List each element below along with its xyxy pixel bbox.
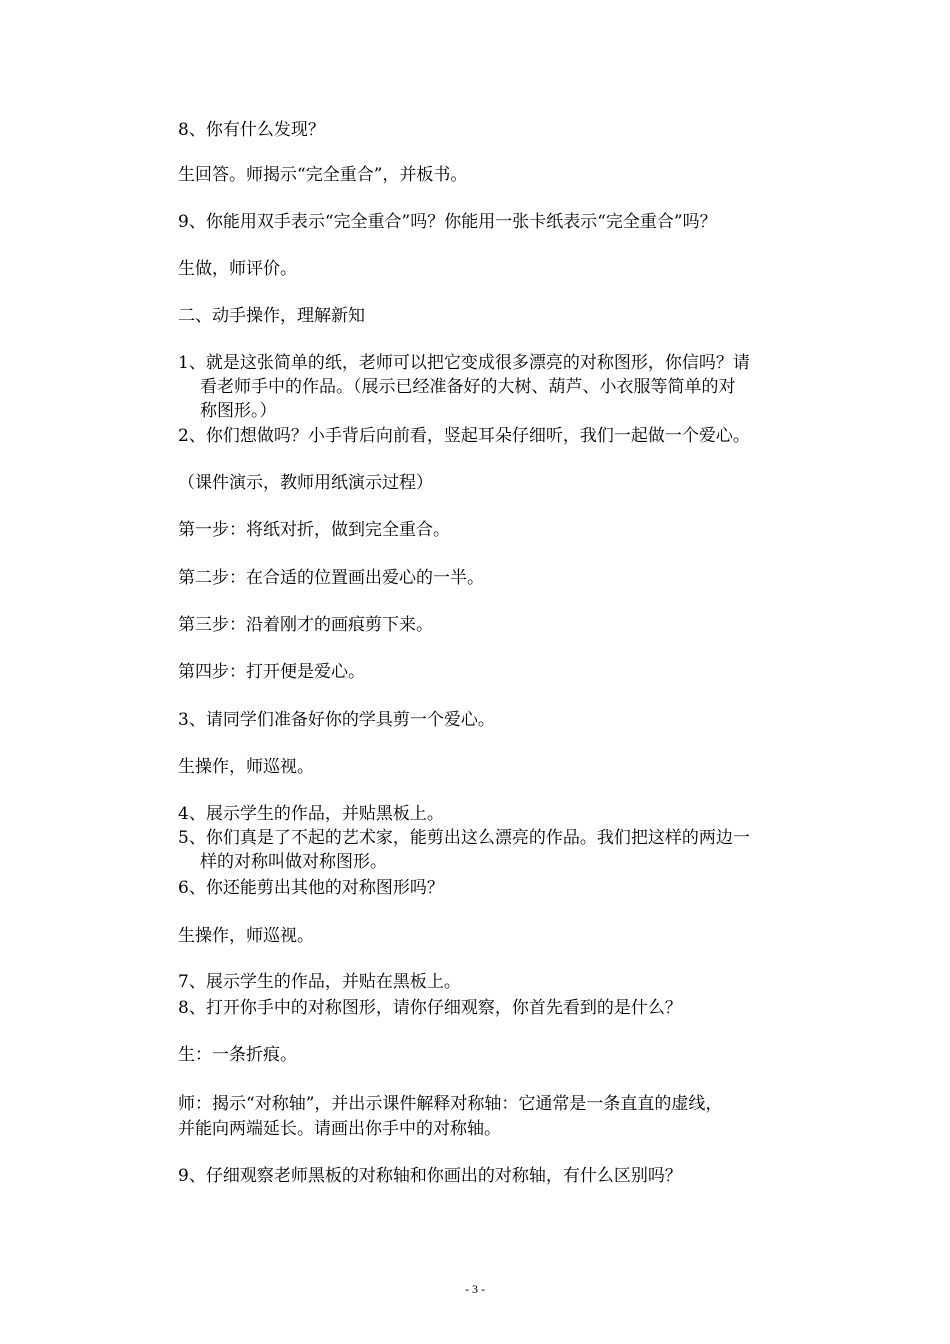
- paragraph: 7、展示学生的作品，并贴在黑板上。: [178, 972, 461, 992]
- step-4: 第四步：打开便是爱心。: [178, 662, 365, 682]
- paragraph: 3、请同学们准备好你的学具剪一个爱心。: [178, 710, 495, 730]
- paragraph: 生操作，师巡视。: [178, 757, 314, 777]
- paragraph: 1、就是这张简单的纸，老师可以把它变成很多漂亮的对称图形，你信吗？请: [178, 353, 750, 373]
- paragraph: 5、你们真是了不起的艺术家，能剪出这么漂亮的作品。我们把这样的两边一: [178, 828, 750, 848]
- step-3: 第三步：沿着刚才的画痕剪下来。: [178, 615, 433, 635]
- step-2: 第二步：在合适的位置画出爱心的一半。: [178, 568, 484, 588]
- paragraph: 8、打开你手中的对称图形，请你仔细观察，你首先看到的是什么？: [178, 998, 682, 1018]
- paragraph: 生：一条折痕。: [178, 1045, 297, 1065]
- paragraph: 生操作，师巡视。: [178, 926, 314, 946]
- paragraph: （课件演示，教师用纸演示过程）: [178, 473, 433, 493]
- paragraph-continuation: 看老师手中的作品。（展示已经准备好的大树、葫芦、小衣服等简单的对: [200, 377, 736, 397]
- paragraph: 4、展示学生的作品，并贴黑板上。: [178, 804, 444, 824]
- paragraph: 并能向两端延长。请画出你手中的对称轴。: [178, 1119, 501, 1139]
- step-1: 第一步：将纸对折，做到完全重合。: [178, 520, 450, 540]
- paragraph: 6、你还能剪出其他的对称图形吗？: [178, 878, 444, 898]
- paragraph-continuation: 样的对称叫做对称图形。: [200, 852, 387, 872]
- paragraph: 2、你们想做吗？小手背后向前看，竖起耳朵仔细听，我们一起做一个爱心。: [178, 426, 750, 446]
- paragraph: 9、你能用双手表示“完全重合”吗？你能用一张卡纸表示“完全重合”吗？: [178, 212, 717, 232]
- section-heading: 二、动手操作，理解新知: [178, 306, 365, 326]
- paragraph: 生做，师评价。: [178, 259, 297, 279]
- paragraph: 师：揭示“对称轴”，并出示课件解释对称轴：它通常是一条直直的虚线，: [178, 1094, 723, 1114]
- paragraph: 生回答。师揭示“完全重合”，并板书。: [178, 165, 468, 185]
- paragraph-continuation: 称图形。）: [200, 401, 277, 421]
- paragraph: 8、你有什么发现？: [178, 120, 325, 140]
- page-number: - 3 -: [465, 1282, 485, 1296]
- paragraph: 9、仔细观察老师黑板的对称轴和你画出的对称轴，有什么区别吗？: [178, 1166, 682, 1186]
